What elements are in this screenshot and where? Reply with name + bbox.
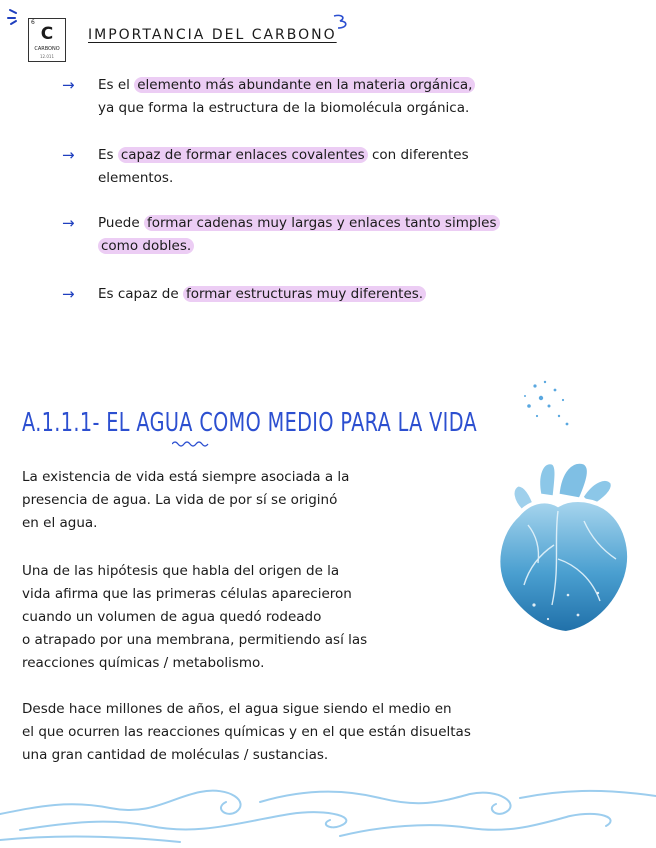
bullet-line: [98, 235, 642, 258]
highlighted-text: elemento más abundante en la materia orgánica,: [134, 77, 475, 93]
bullet-text: [98, 212, 642, 258]
paragraph: [22, 698, 471, 767]
text-segment: Puede: [98, 215, 144, 231]
paragraph: [22, 466, 349, 535]
bullet-item: [62, 144, 642, 190]
text-segment: Es el: [98, 77, 135, 93]
paragraph-line: el que ocurren las reacciones químicas y en el que están disueltas: [22, 724, 471, 740]
paragraph-line: La existencia de vida está siempre asociada a la: [22, 469, 350, 485]
paragraph-line: Una de las hipótesis que habla del origen de la: [22, 563, 340, 579]
water-splash-icon: [515, 376, 585, 436]
bullet-line: [98, 212, 642, 235]
paragraph-line: cuando un volumen de agua quedó rodeado: [22, 609, 322, 625]
periodic-element-tile: [28, 18, 66, 62]
bullet-line: [98, 167, 642, 190]
arrow-right-icon: →: [62, 76, 75, 94]
element-symbol: C: [40, 24, 54, 44]
arrow-right-icon: →: [62, 146, 75, 164]
wave-decoration: [0, 778, 656, 848]
paragraph: [22, 560, 367, 675]
bullet-line: [98, 74, 642, 97]
bullet-text: [98, 74, 642, 120]
sparkle-icon: [6, 4, 28, 30]
paragraph-line: o atrapado por una membrana, permitiendo así las: [22, 632, 368, 648]
bullet-line: [98, 283, 642, 306]
bullet-line: [98, 144, 642, 167]
text-segment: con diferentes: [367, 147, 469, 163]
paragraph-line: Desde hace millones de años, el agua sigue siendo el medio en: [22, 701, 452, 717]
bullet-text: [98, 144, 642, 190]
text-segment: Es capaz de: [98, 286, 183, 302]
bullet-item: [62, 283, 642, 306]
bullet-text: [98, 283, 642, 306]
text-segment: elementos.: [98, 170, 174, 186]
highlighted-text: formar cadenas muy largas y enlaces tanto simples: [144, 215, 500, 231]
bullet-item: [62, 74, 642, 120]
text-segment: ya que forma la estructura de la biomolécula orgánica.: [98, 100, 470, 116]
atomic-mass: 12.011: [40, 54, 54, 59]
highlighted-text: capaz de formar enlaces covalentes: [118, 147, 368, 163]
curl-decoration-icon: [330, 12, 356, 34]
bullet-item: [62, 212, 642, 258]
section-title: A.1.1.1- EL AGUA COMO MEDIO PARA LA VIDA: [22, 408, 478, 438]
atomic-number: 6: [31, 19, 35, 26]
text-segment: Es: [98, 147, 118, 163]
anatomical-heart-illustration: [488, 455, 638, 637]
paragraph-line: vida afirma que las primeras células aparecieron: [22, 586, 352, 602]
paragraph-line: en el agua.: [22, 515, 98, 531]
paragraph-line: presencia de agua. La vida de por sí se originó: [22, 492, 338, 508]
paragraph-line: una gran cantidad de moléculas / sustancias.: [22, 747, 329, 763]
bullet-line: [98, 97, 642, 120]
arrow-right-icon: →: [62, 285, 75, 303]
element-name: CARBONO: [34, 46, 60, 52]
highlighted-text: formar estructuras muy diferentes.: [183, 286, 426, 302]
paragraph-line: reacciones químicas / metabolismo.: [22, 655, 265, 671]
page-title: IMPORTANCIA DEL CARBONO: [88, 27, 337, 43]
arrow-right-icon: →: [62, 214, 75, 232]
highlighted-text: como dobles.: [98, 238, 194, 254]
squiggle-underline: [172, 440, 212, 448]
